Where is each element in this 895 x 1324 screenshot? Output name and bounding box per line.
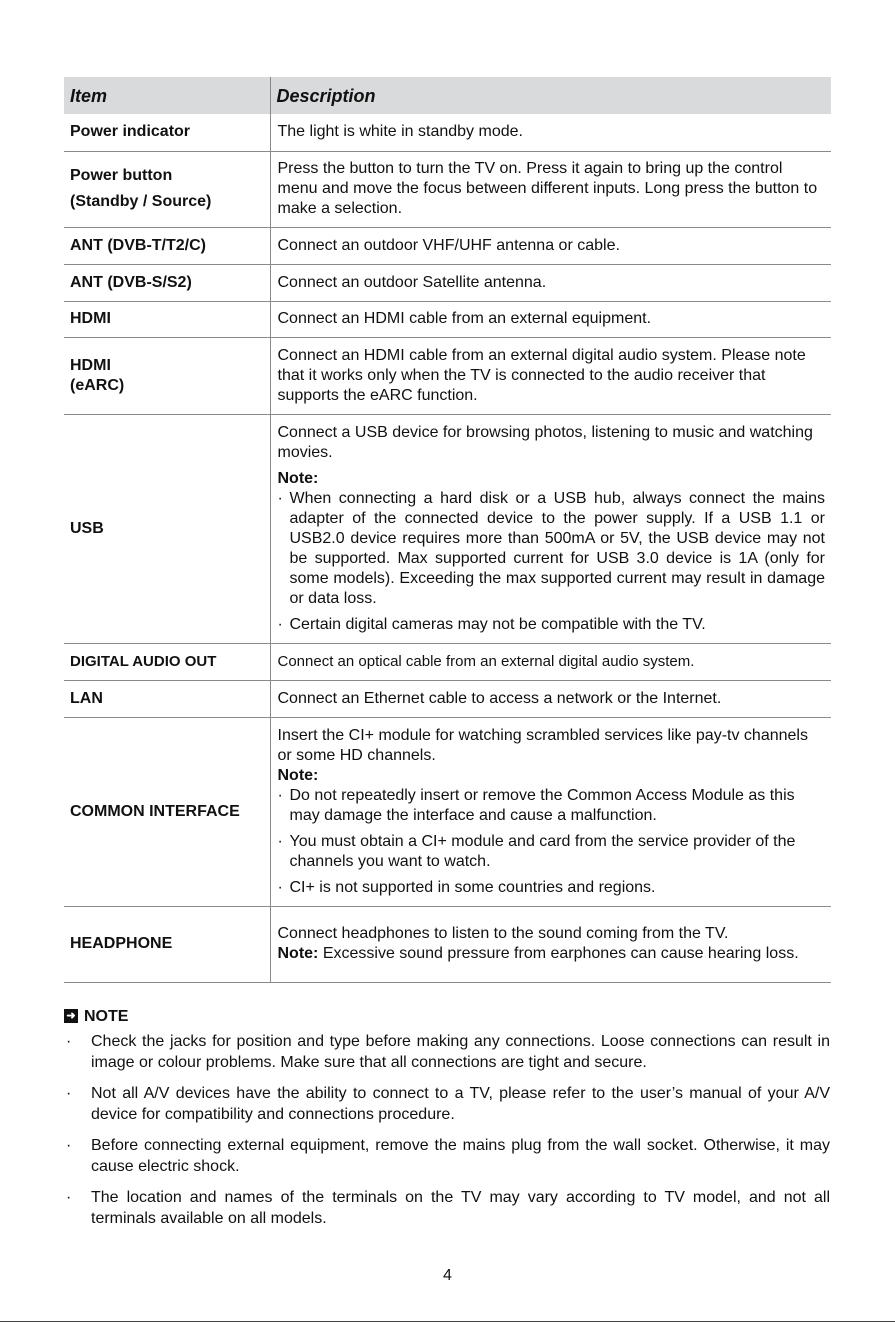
list-item: · You must obtain a CI+ module and card from the service provider of the channels you want to watch. xyxy=(278,832,826,872)
desc-hdmi-earc: Connect an HDMI cable from an external digital audio system. Please note that it works only when the TV is connected to the audio receiver that supports the eARC function. xyxy=(270,337,831,414)
table-row xyxy=(64,337,831,414)
table-row xyxy=(64,264,831,301)
note-section xyxy=(64,1005,830,1239)
list-item: · Before connecting external equipment, remove the mains plug from the wall socket. Otherwise, it may cause electric shock. xyxy=(64,1135,830,1177)
table-row xyxy=(64,414,831,643)
headphone-note xyxy=(278,944,826,964)
table-row xyxy=(64,114,831,151)
bottom-divider xyxy=(0,1321,895,1322)
note-heading xyxy=(64,1005,830,1027)
list-item: · Do not repeatedly insert or remove the Common Access Module as this may damage the interface and cause a malfunction. xyxy=(278,786,826,826)
item-lan: LAN xyxy=(64,680,270,717)
table-header-row xyxy=(64,77,831,114)
header-description: Description xyxy=(270,77,831,114)
list-item: · Check the jacks for position and type before making any connections. Loose connections can result in image or colour problems. Make sure that all connections are tight and secure. xyxy=(64,1031,830,1073)
item-hdmi-earc xyxy=(64,337,270,414)
item-power-indicator: Power indicator xyxy=(64,114,270,151)
desc-common-interface xyxy=(270,717,831,906)
headphone-desc-text: Connect headphones to listen to the sound coming from the TV. xyxy=(277,925,729,942)
list-item: · When connecting a hard disk or a USB hub, always connect the mains adapter of the connected device to the power supply. If a USB 1.1 or USB2.0 device requires more than 500mA or 5V, the USB device may not be supported. Max supported current for USB 3.0 device is 1A (only for some models). Exceeding the max supported current may result in damage or data loss. xyxy=(278,489,826,609)
desc-power-indicator: The light is white in standby mode. xyxy=(270,114,831,151)
arrow-right-box-icon: ➜ xyxy=(64,1009,78,1023)
item-hdmi-earc-line2: (eARC) xyxy=(70,376,125,394)
item-hdmi-earc-line1: HDMI xyxy=(70,356,111,374)
ci-note-list xyxy=(278,786,826,898)
table-row xyxy=(64,906,831,982)
headphone-note-text: Excessive sound pressure from earphones can cause hearing loss. xyxy=(318,945,799,962)
desc-ant-t: Connect an outdoor VHF/UHF antenna or cable. xyxy=(270,227,831,264)
desc-headphone xyxy=(270,906,831,982)
header-item: Item xyxy=(64,77,270,114)
table-row xyxy=(64,717,831,906)
item-hdmi: HDMI xyxy=(64,301,270,337)
desc-usb xyxy=(270,414,831,643)
list-item: · CI+ is not supported in some countries and regions. xyxy=(278,878,826,898)
item-headphone: HEADPHONE xyxy=(64,906,270,982)
ci-desc-text: Insert the CI+ module for watching scrambled services like pay-tv channels or some HD channels. xyxy=(277,726,808,764)
ci-note-label: Note: xyxy=(277,766,319,784)
page-number: 4 xyxy=(443,1267,452,1284)
table-row xyxy=(64,680,831,717)
item-usb: USB xyxy=(64,414,270,643)
list-item: · Not all A/V devices have the ability to connect to a TV, please refer to the user’s manual of your A/V device for compatibility and connections procedure. xyxy=(64,1083,830,1125)
item-digital-audio-out: DIGITAL AUDIO OUT xyxy=(64,643,270,680)
desc-lan: Connect an Ethernet cable to access a network or the Internet. xyxy=(270,680,831,717)
list-item: · The location and names of the terminals on the TV may vary according to TV model, and not all terminals available on all models. xyxy=(64,1187,830,1229)
desc-ant-s: Connect an outdoor Satellite antenna. xyxy=(270,264,831,301)
list-item: · Certain digital cameras may not be compatible with the TV. xyxy=(278,615,826,635)
item-ant-s: ANT (DVB-S/S2) xyxy=(64,264,270,301)
table-row xyxy=(64,301,831,337)
desc-hdmi: Connect an HDMI cable from an external equipment. xyxy=(270,301,831,337)
item-power-button-line2: (Standby / Source) xyxy=(70,193,212,210)
headphone-note-label: Note: xyxy=(277,945,319,962)
item-ant-t: ANT (DVB-T/T2/C) xyxy=(64,227,270,264)
table-row xyxy=(64,151,831,227)
item-common-interface: COMMON INTERFACE xyxy=(64,717,270,906)
item-power-button xyxy=(64,151,270,227)
usb-note-list xyxy=(278,489,826,635)
desc-digital-audio-out: Connect an optical cable from an external digital audio system. xyxy=(270,643,831,680)
note-title: NOTE xyxy=(84,1007,129,1025)
note-list xyxy=(64,1031,830,1229)
item-power-button-line1: Power button xyxy=(70,167,173,184)
usb-desc-text: Connect a USB device for browsing photos, listening to music and watching movies. xyxy=(277,423,813,461)
usb-note-label: Note: xyxy=(277,469,319,487)
table-row xyxy=(64,643,831,680)
connections-table xyxy=(64,77,831,983)
table-row xyxy=(64,227,831,264)
desc-power-button: Press the button to turn the TV on. Press it again to bring up the control menu and move the focus between different inputs. Long press the button to make a selection. xyxy=(270,151,831,227)
